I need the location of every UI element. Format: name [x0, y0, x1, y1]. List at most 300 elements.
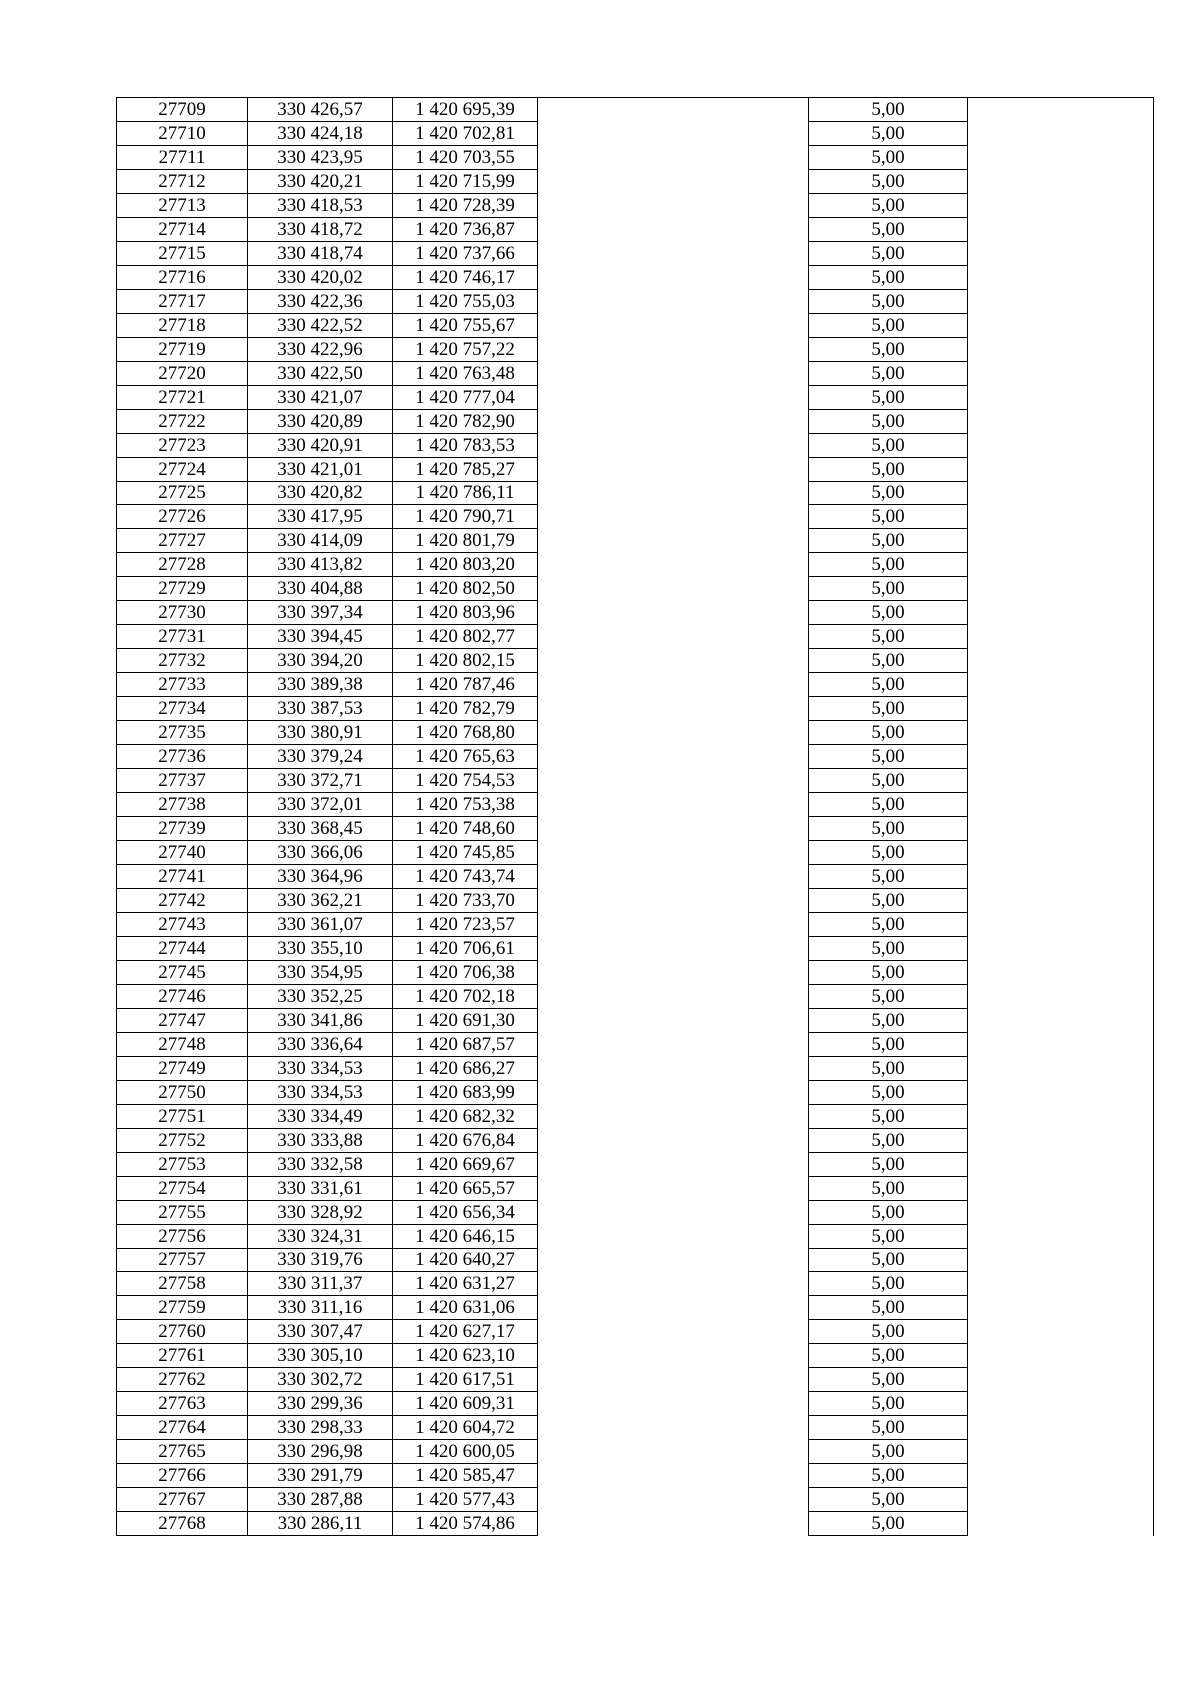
x-coordinate-cell: 330 372,01	[248, 793, 393, 817]
empty-cell	[968, 385, 1154, 409]
empty-cell	[538, 936, 809, 960]
accuracy-cell: 5,00	[809, 912, 968, 936]
empty-cell	[968, 529, 1154, 553]
table-row	[117, 98, 1154, 122]
y-coordinate-cell: 1 420 676,84	[393, 1128, 538, 1152]
x-coordinate-cell: 330 420,89	[248, 409, 393, 433]
y-coordinate-cell: 1 420 745,85	[393, 841, 538, 865]
y-coordinate-cell: 1 420 640,27	[393, 1248, 538, 1272]
table-row	[117, 505, 1154, 529]
point-number-cell: 27760	[117, 1320, 248, 1344]
empty-cell	[538, 721, 809, 745]
empty-cell	[968, 193, 1154, 217]
point-number-cell: 27762	[117, 1368, 248, 1392]
y-coordinate-cell: 1 420 728,39	[393, 193, 538, 217]
accuracy-cell: 5,00	[809, 1224, 968, 1248]
point-number-cell: 27709	[117, 98, 248, 122]
table-row	[117, 1464, 1154, 1488]
x-coordinate-cell: 330 380,91	[248, 721, 393, 745]
y-coordinate-cell: 1 420 665,57	[393, 1176, 538, 1200]
accuracy-cell: 5,00	[809, 577, 968, 601]
x-coordinate-cell: 330 387,53	[248, 697, 393, 721]
x-coordinate-cell: 330 424,18	[248, 121, 393, 145]
y-coordinate-cell: 1 420 787,46	[393, 673, 538, 697]
y-coordinate-cell: 1 420 682,32	[393, 1104, 538, 1128]
accuracy-cell: 5,00	[809, 1176, 968, 1200]
x-coordinate-cell: 330 305,10	[248, 1344, 393, 1368]
accuracy-cell: 5,00	[809, 1032, 968, 1056]
empty-cell	[538, 1176, 809, 1200]
accuracy-cell: 5,00	[809, 1320, 968, 1344]
x-coordinate-cell: 330 361,07	[248, 912, 393, 936]
y-coordinate-cell: 1 420 702,81	[393, 121, 538, 145]
y-coordinate-cell: 1 420 803,20	[393, 553, 538, 577]
point-number-cell: 27718	[117, 313, 248, 337]
table-row	[117, 841, 1154, 865]
point-number-cell: 27749	[117, 1056, 248, 1080]
empty-cell	[968, 1320, 1154, 1344]
table-row	[117, 1440, 1154, 1464]
x-coordinate-cell: 330 394,45	[248, 625, 393, 649]
table-row	[117, 960, 1154, 984]
empty-cell	[538, 337, 809, 361]
accuracy-cell: 5,00	[809, 505, 968, 529]
accuracy-cell: 5,00	[809, 1488, 968, 1512]
accuracy-cell: 5,00	[809, 145, 968, 169]
table-row	[117, 1176, 1154, 1200]
table-row	[117, 1008, 1154, 1032]
empty-cell	[538, 1512, 809, 1536]
empty-cell	[538, 1032, 809, 1056]
empty-cell	[538, 1392, 809, 1416]
y-coordinate-cell: 1 420 737,66	[393, 241, 538, 265]
y-coordinate-cell: 1 420 691,30	[393, 1008, 538, 1032]
accuracy-cell: 5,00	[809, 1512, 968, 1536]
y-coordinate-cell: 1 420 802,77	[393, 625, 538, 649]
y-coordinate-cell: 1 420 577,43	[393, 1488, 538, 1512]
x-coordinate-cell: 330 287,88	[248, 1488, 393, 1512]
table-row	[117, 529, 1154, 553]
empty-cell	[968, 409, 1154, 433]
empty-cell	[968, 577, 1154, 601]
table-row	[117, 1200, 1154, 1224]
empty-cell	[968, 960, 1154, 984]
y-coordinate-cell: 1 420 746,17	[393, 265, 538, 289]
empty-cell	[538, 745, 809, 769]
empty-cell	[538, 433, 809, 457]
point-number-cell: 27738	[117, 793, 248, 817]
table-row	[117, 241, 1154, 265]
y-coordinate-cell: 1 420 669,67	[393, 1152, 538, 1176]
x-coordinate-cell: 330 311,37	[248, 1272, 393, 1296]
y-coordinate-cell: 1 420 600,05	[393, 1440, 538, 1464]
x-coordinate-cell: 330 413,82	[248, 553, 393, 577]
accuracy-cell: 5,00	[809, 1056, 968, 1080]
empty-cell	[538, 697, 809, 721]
point-number-cell: 27732	[117, 649, 248, 673]
table-row	[117, 1416, 1154, 1440]
empty-cell	[538, 1440, 809, 1464]
point-number-cell: 27734	[117, 697, 248, 721]
empty-cell	[538, 1368, 809, 1392]
empty-cell	[538, 145, 809, 169]
empty-cell	[968, 745, 1154, 769]
y-coordinate-cell: 1 420 646,15	[393, 1224, 538, 1248]
accuracy-cell: 5,00	[809, 1008, 968, 1032]
x-coordinate-cell: 330 334,53	[248, 1056, 393, 1080]
table-row	[117, 1368, 1154, 1392]
empty-cell	[968, 1248, 1154, 1272]
empty-cell	[968, 769, 1154, 793]
empty-cell	[538, 1008, 809, 1032]
empty-cell	[538, 553, 809, 577]
empty-cell	[538, 1488, 809, 1512]
table-row	[117, 121, 1154, 145]
point-number-cell: 27729	[117, 577, 248, 601]
x-coordinate-cell: 330 418,74	[248, 241, 393, 265]
accuracy-cell: 5,00	[809, 553, 968, 577]
y-coordinate-cell: 1 420 768,80	[393, 721, 538, 745]
accuracy-cell: 5,00	[809, 721, 968, 745]
empty-cell	[538, 169, 809, 193]
y-coordinate-cell: 1 420 757,22	[393, 337, 538, 361]
x-coordinate-cell: 330 354,95	[248, 960, 393, 984]
x-coordinate-cell: 330 302,72	[248, 1368, 393, 1392]
y-coordinate-cell: 1 420 706,38	[393, 960, 538, 984]
accuracy-cell: 5,00	[809, 169, 968, 193]
point-number-cell: 27756	[117, 1224, 248, 1248]
table-row	[117, 697, 1154, 721]
point-number-cell: 27757	[117, 1248, 248, 1272]
empty-cell	[968, 697, 1154, 721]
point-number-cell: 27711	[117, 145, 248, 169]
empty-cell	[968, 1080, 1154, 1104]
empty-cell	[538, 217, 809, 241]
empty-cell	[538, 1320, 809, 1344]
empty-cell	[538, 793, 809, 817]
y-coordinate-cell: 1 420 802,50	[393, 577, 538, 601]
x-coordinate-cell: 330 355,10	[248, 936, 393, 960]
empty-cell	[538, 865, 809, 889]
point-number-cell: 27767	[117, 1488, 248, 1512]
table-row	[117, 1296, 1154, 1320]
y-coordinate-cell: 1 420 802,15	[393, 649, 538, 673]
empty-cell	[968, 1416, 1154, 1440]
empty-cell	[538, 1104, 809, 1128]
y-coordinate-cell: 1 420 801,79	[393, 529, 538, 553]
accuracy-cell: 5,00	[809, 217, 968, 241]
table-row	[117, 193, 1154, 217]
accuracy-cell: 5,00	[809, 1440, 968, 1464]
table-row	[117, 984, 1154, 1008]
x-coordinate-cell: 330 362,21	[248, 888, 393, 912]
coordinates-table-body	[117, 98, 1154, 1536]
coordinates-table	[116, 97, 1154, 1536]
table-row	[117, 481, 1154, 505]
point-number-cell: 27748	[117, 1032, 248, 1056]
empty-cell	[968, 337, 1154, 361]
y-coordinate-cell: 1 420 706,61	[393, 936, 538, 960]
empty-cell	[538, 1296, 809, 1320]
empty-cell	[968, 841, 1154, 865]
point-number-cell: 27719	[117, 337, 248, 361]
empty-cell	[968, 145, 1154, 169]
empty-cell	[968, 1224, 1154, 1248]
point-number-cell: 27758	[117, 1272, 248, 1296]
table-row	[117, 1152, 1154, 1176]
empty-cell	[968, 1152, 1154, 1176]
x-coordinate-cell: 330 311,16	[248, 1296, 393, 1320]
x-coordinate-cell: 330 319,76	[248, 1248, 393, 1272]
empty-cell	[538, 577, 809, 601]
table-row	[117, 745, 1154, 769]
y-coordinate-cell: 1 420 627,17	[393, 1320, 538, 1344]
table-row	[117, 145, 1154, 169]
accuracy-cell: 5,00	[809, 1392, 968, 1416]
empty-cell	[538, 912, 809, 936]
accuracy-cell: 5,00	[809, 98, 968, 122]
table-row	[117, 1488, 1154, 1512]
accuracy-cell: 5,00	[809, 481, 968, 505]
table-row	[117, 337, 1154, 361]
table-row	[117, 865, 1154, 889]
table-row	[117, 1224, 1154, 1248]
x-coordinate-cell: 330 298,33	[248, 1416, 393, 1440]
empty-cell	[968, 313, 1154, 337]
accuracy-cell: 5,00	[809, 457, 968, 481]
empty-cell	[968, 481, 1154, 505]
empty-cell	[538, 888, 809, 912]
point-number-cell: 27712	[117, 169, 248, 193]
accuracy-cell: 5,00	[809, 1080, 968, 1104]
point-number-cell: 27746	[117, 984, 248, 1008]
empty-cell	[968, 1008, 1154, 1032]
accuracy-cell: 5,00	[809, 984, 968, 1008]
empty-cell	[538, 289, 809, 313]
accuracy-cell: 5,00	[809, 888, 968, 912]
accuracy-cell: 5,00	[809, 649, 968, 673]
empty-cell	[968, 121, 1154, 145]
accuracy-cell: 5,00	[809, 673, 968, 697]
empty-cell	[538, 313, 809, 337]
table-row	[117, 649, 1154, 673]
accuracy-cell: 5,00	[809, 817, 968, 841]
empty-cell	[538, 481, 809, 505]
empty-cell	[968, 361, 1154, 385]
x-coordinate-cell: 330 324,31	[248, 1224, 393, 1248]
point-number-cell: 27720	[117, 361, 248, 385]
empty-cell	[968, 433, 1154, 457]
point-number-cell: 27735	[117, 721, 248, 745]
y-coordinate-cell: 1 420 574,86	[393, 1512, 538, 1536]
accuracy-cell: 5,00	[809, 1368, 968, 1392]
point-number-cell: 27716	[117, 265, 248, 289]
x-coordinate-cell: 330 394,20	[248, 649, 393, 673]
x-coordinate-cell: 330 372,71	[248, 769, 393, 793]
x-coordinate-cell: 330 328,92	[248, 1200, 393, 1224]
empty-cell	[968, 1056, 1154, 1080]
y-coordinate-cell: 1 420 743,74	[393, 865, 538, 889]
point-number-cell: 27740	[117, 841, 248, 865]
empty-cell	[968, 553, 1154, 577]
table-row	[117, 912, 1154, 936]
accuracy-cell: 5,00	[809, 1128, 968, 1152]
x-coordinate-cell: 330 299,36	[248, 1392, 393, 1416]
y-coordinate-cell: 1 420 683,99	[393, 1080, 538, 1104]
empty-cell	[968, 793, 1154, 817]
y-coordinate-cell: 1 420 609,31	[393, 1392, 538, 1416]
table-row	[117, 793, 1154, 817]
x-coordinate-cell: 330 417,95	[248, 505, 393, 529]
accuracy-cell: 5,00	[809, 601, 968, 625]
empty-cell	[968, 888, 1154, 912]
x-coordinate-cell: 330 379,24	[248, 745, 393, 769]
y-coordinate-cell: 1 420 585,47	[393, 1464, 538, 1488]
y-coordinate-cell: 1 420 782,90	[393, 409, 538, 433]
empty-cell	[538, 385, 809, 409]
empty-cell	[538, 457, 809, 481]
point-number-cell: 27724	[117, 457, 248, 481]
accuracy-cell: 5,00	[809, 409, 968, 433]
empty-cell	[538, 1272, 809, 1296]
table-row	[117, 721, 1154, 745]
x-coordinate-cell: 330 421,07	[248, 385, 393, 409]
accuracy-cell: 5,00	[809, 865, 968, 889]
x-coordinate-cell: 330 418,53	[248, 193, 393, 217]
table-row	[117, 1344, 1154, 1368]
empty-cell	[538, 649, 809, 673]
x-coordinate-cell: 330 366,06	[248, 841, 393, 865]
empty-cell	[538, 984, 809, 1008]
x-coordinate-cell: 330 422,36	[248, 289, 393, 313]
table-row	[117, 936, 1154, 960]
point-number-cell: 27745	[117, 960, 248, 984]
empty-cell	[968, 217, 1154, 241]
point-number-cell: 27737	[117, 769, 248, 793]
y-coordinate-cell: 1 420 703,55	[393, 145, 538, 169]
empty-cell	[968, 984, 1154, 1008]
point-number-cell: 27742	[117, 888, 248, 912]
empty-cell	[538, 1416, 809, 1440]
empty-cell	[538, 505, 809, 529]
y-coordinate-cell: 1 420 656,34	[393, 1200, 538, 1224]
table-row	[117, 1248, 1154, 1272]
empty-cell	[538, 817, 809, 841]
table-row	[117, 1104, 1154, 1128]
y-coordinate-cell: 1 420 687,57	[393, 1032, 538, 1056]
empty-cell	[538, 121, 809, 145]
empty-cell	[538, 1128, 809, 1152]
x-coordinate-cell: 330 420,21	[248, 169, 393, 193]
empty-cell	[968, 98, 1154, 122]
x-coordinate-cell: 330 421,01	[248, 457, 393, 481]
point-number-cell: 27723	[117, 433, 248, 457]
point-number-cell: 27764	[117, 1416, 248, 1440]
point-number-cell: 27733	[117, 673, 248, 697]
point-number-cell: 27728	[117, 553, 248, 577]
empty-cell	[968, 817, 1154, 841]
y-coordinate-cell: 1 420 753,38	[393, 793, 538, 817]
point-number-cell: 27710	[117, 121, 248, 145]
table-row	[117, 1032, 1154, 1056]
accuracy-cell: 5,00	[809, 841, 968, 865]
table-row	[117, 577, 1154, 601]
empty-cell	[968, 1512, 1154, 1536]
table-row	[117, 313, 1154, 337]
y-coordinate-cell: 1 420 803,96	[393, 601, 538, 625]
accuracy-cell: 5,00	[809, 337, 968, 361]
empty-cell	[538, 673, 809, 697]
empty-cell	[968, 457, 1154, 481]
empty-cell	[538, 1344, 809, 1368]
y-coordinate-cell: 1 420 786,11	[393, 481, 538, 505]
table-row	[117, 1080, 1154, 1104]
empty-cell	[968, 1296, 1154, 1320]
y-coordinate-cell: 1 420 736,87	[393, 217, 538, 241]
y-coordinate-cell: 1 420 723,57	[393, 912, 538, 936]
empty-cell	[538, 1248, 809, 1272]
x-coordinate-cell: 330 426,57	[248, 98, 393, 122]
point-number-cell: 27763	[117, 1392, 248, 1416]
point-number-cell: 27725	[117, 481, 248, 505]
empty-cell	[538, 1152, 809, 1176]
empty-cell	[968, 1200, 1154, 1224]
empty-cell	[538, 1464, 809, 1488]
empty-cell	[968, 601, 1154, 625]
accuracy-cell: 5,00	[809, 265, 968, 289]
x-coordinate-cell: 330 420,91	[248, 433, 393, 457]
empty-cell	[968, 1368, 1154, 1392]
point-number-cell: 27754	[117, 1176, 248, 1200]
table-row	[117, 888, 1154, 912]
point-number-cell: 27750	[117, 1080, 248, 1104]
empty-cell	[968, 1440, 1154, 1464]
empty-cell	[538, 265, 809, 289]
table-row	[117, 1512, 1154, 1536]
table-row	[117, 673, 1154, 697]
empty-cell	[968, 649, 1154, 673]
x-coordinate-cell: 330 307,47	[248, 1320, 393, 1344]
empty-cell	[538, 841, 809, 865]
accuracy-cell: 5,00	[809, 1296, 968, 1320]
x-coordinate-cell: 330 296,98	[248, 1440, 393, 1464]
point-number-cell: 27726	[117, 505, 248, 529]
y-coordinate-cell: 1 420 604,72	[393, 1416, 538, 1440]
table-row	[117, 817, 1154, 841]
x-coordinate-cell: 330 334,53	[248, 1080, 393, 1104]
point-number-cell: 27717	[117, 289, 248, 313]
empty-cell	[968, 865, 1154, 889]
x-coordinate-cell: 330 420,02	[248, 265, 393, 289]
accuracy-cell: 5,00	[809, 1416, 968, 1440]
point-number-cell: 27744	[117, 936, 248, 960]
accuracy-cell: 5,00	[809, 241, 968, 265]
y-coordinate-cell: 1 420 755,67	[393, 313, 538, 337]
accuracy-cell: 5,00	[809, 793, 968, 817]
table-row	[117, 601, 1154, 625]
empty-cell	[968, 673, 1154, 697]
x-coordinate-cell: 330 332,58	[248, 1152, 393, 1176]
empty-cell	[968, 1392, 1154, 1416]
accuracy-cell: 5,00	[809, 1464, 968, 1488]
table-row	[117, 1128, 1154, 1152]
x-coordinate-cell: 330 422,52	[248, 313, 393, 337]
empty-cell	[538, 601, 809, 625]
point-number-cell: 27759	[117, 1296, 248, 1320]
empty-cell	[968, 1032, 1154, 1056]
x-coordinate-cell: 330 422,50	[248, 361, 393, 385]
table-row	[117, 1056, 1154, 1080]
